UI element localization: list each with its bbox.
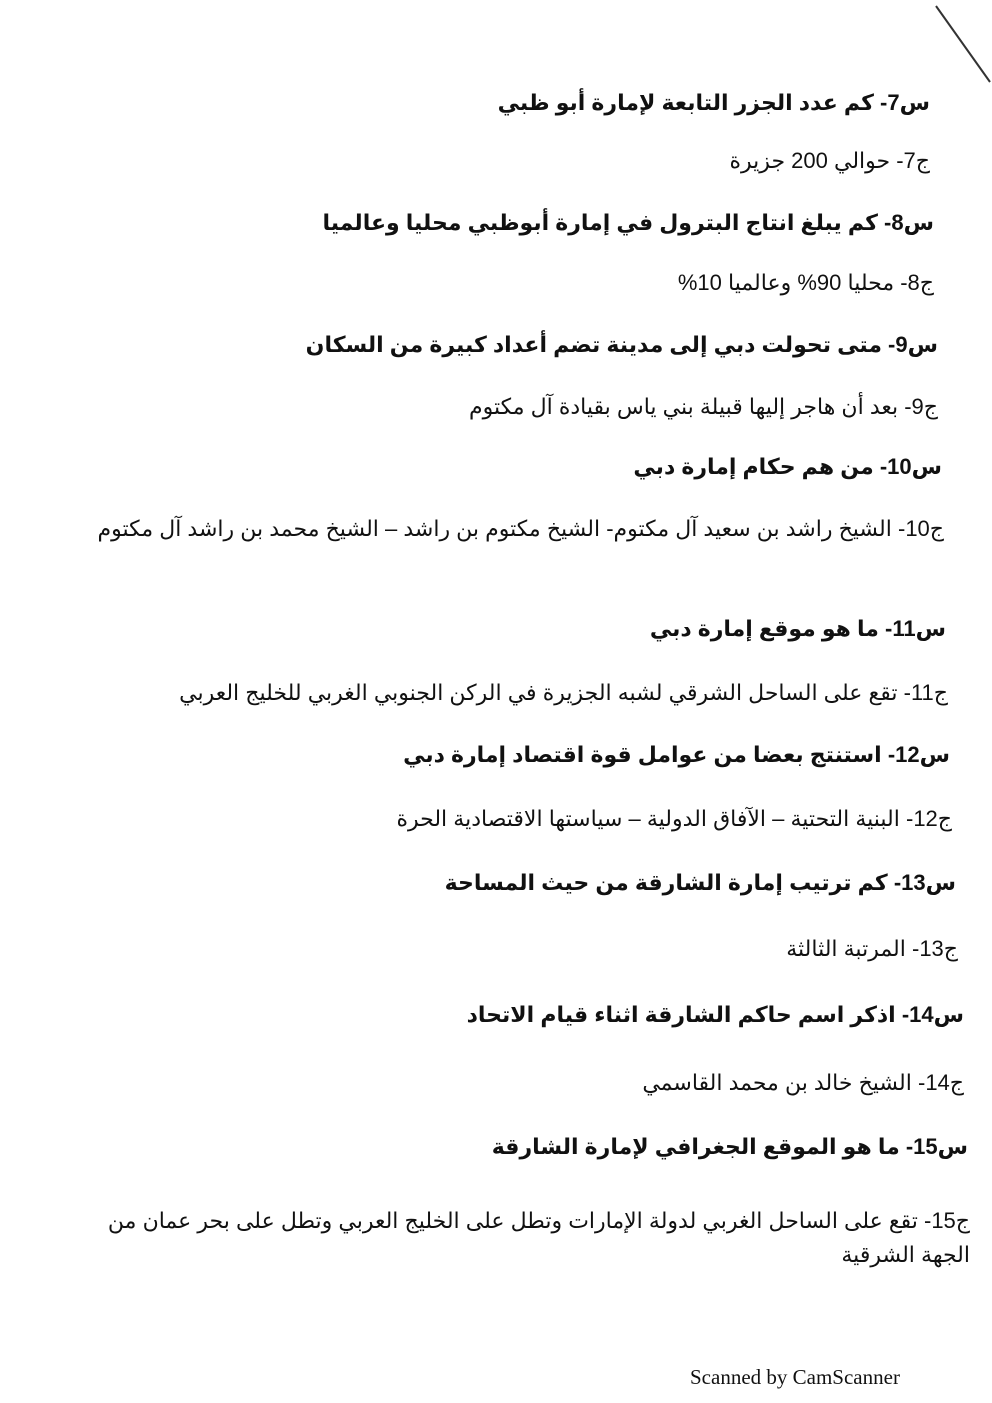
question-14: س14- اذكر اسم حاكم الشارقة اثناء قيام الاتحاد — [466, 1002, 964, 1027]
scan-edge-mark — [932, 0, 992, 90]
question-15: س15- ما هو الموقع الجغرافي لإمارة الشارقة — [491, 1134, 968, 1159]
answer-12: ج12- البنية التحتية – الآفاق الدولية – سياستها الاقتصادية الحرة — [396, 806, 952, 831]
answer-8: ج8- محليا 90% وعالميا 10% — [677, 270, 934, 295]
answer-9: ج9- بعد أن هاجر إليها قبيلة بني ياس بقيادة آل مكتوم — [468, 394, 938, 419]
question-7: س7- كم عدد الجزر التابعة لإمارة أبو ظبي — [497, 90, 930, 115]
answer-14: ج14- الشيخ خالد بن محمد القاسمي — [642, 1070, 964, 1095]
question-11: س11- ما هو موقع إمارة دبي — [649, 616, 946, 641]
question-10: س10- من هم حكام إمارة دبي — [633, 454, 942, 479]
question-8: س8- كم يبلغ انتاج البترول في إمارة أبوظبي محليا وعالميا — [322, 210, 934, 235]
answer-15: ج15- تقع على الساحل الغربي لدولة الإمارات وتطل على الخليج العربي وتطل على بحر عمان من الجهة الشرقية — [107, 1208, 970, 1267]
answer-11: ج11- تقع على الساحل الشرقي لشبه الجزيرة في الركن الجنوبي الغربي للخليج العربي — [179, 680, 948, 705]
answer-10: ج10- الشيخ راشد بن سعيد آل مكتوم- الشيخ مكتوم بن راشد – الشيخ محمد بن راشد آل مكتوم — [97, 516, 944, 541]
answer-13: ج13- المرتبة الثالثة — [786, 936, 958, 961]
question-9: س9- متى تحولت دبي إلى مدينة تضم أعداد كبيرة من السكان — [305, 332, 938, 357]
question-12: س12- استنتج بعضا من عوامل قوة اقتصاد إمارة دبي — [403, 742, 950, 767]
question-13: س13- كم ترتيب إمارة الشارقة من حيث المساحة — [444, 870, 956, 895]
scanner-watermark: Scanned by CamScanner — [690, 1365, 900, 1389]
answer-7: ج7- حوالي 200 جزيرة — [729, 148, 930, 173]
